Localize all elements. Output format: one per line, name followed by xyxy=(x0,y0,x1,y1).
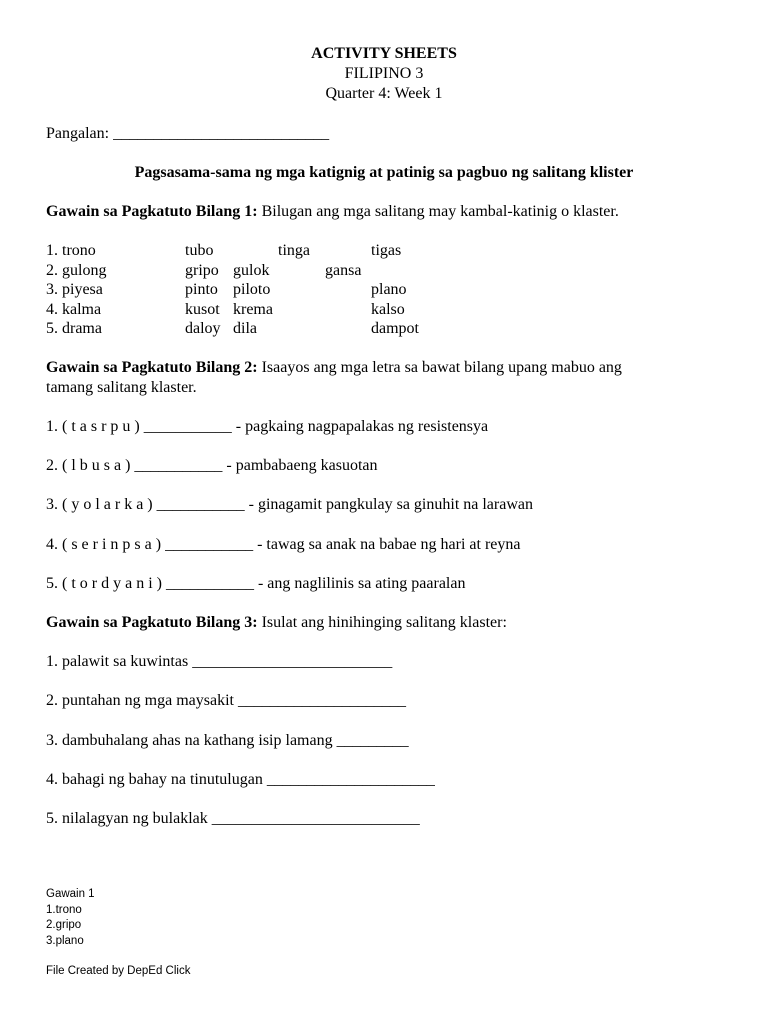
scramble-item[interactable]: 2. ( l b u s a ) ___________ - pambabaeng kasuotan xyxy=(46,457,378,474)
scramble-item[interactable]: 4. ( s e r i n p s a ) ___________ - tawag sa anak na babae ng hari at reyna xyxy=(46,536,521,553)
answer-key-item: 3.plano xyxy=(46,935,84,947)
scramble-item[interactable]: 3. ( y o l a r k a ) ___________ - ginagamit pangkulay sa ginuhit na larawan xyxy=(46,496,533,513)
word-choice[interactable]: plano xyxy=(371,281,407,298)
word-choice[interactable]: daloy xyxy=(185,320,221,337)
word-choice[interactable]: piloto xyxy=(233,281,271,298)
row-item[interactable]: 3. piyesa xyxy=(46,281,103,298)
word-choice[interactable]: tubo xyxy=(185,242,214,259)
fill-in-item[interactable]: 5. nilalagyan ng bulaklak __________________________ xyxy=(46,810,420,827)
answer-key-item: 1.trono xyxy=(46,904,82,916)
fill-in-item[interactable]: 1. palawit sa kuwintas _________________________ xyxy=(46,653,393,670)
word-choice[interactable]: gulok xyxy=(233,262,270,279)
word-choice[interactable]: pinto xyxy=(185,281,218,298)
activity3-instruction: Isulat ang hinihinging salitang klaster: xyxy=(257,614,507,631)
word-choice[interactable]: dila xyxy=(233,320,257,337)
subject-label: FILIPINO 3 xyxy=(344,65,424,82)
activity2-heading: Gawain sa Pagkatuto Bilang 2: xyxy=(46,359,258,376)
name-blank[interactable]: ___________________________ xyxy=(113,125,330,142)
scramble-item[interactable]: 5. ( t o r d y a n i ) ___________ - ang naglilinis sa ating paaralan xyxy=(46,575,466,592)
activity3-heading: Gawain sa Pagkatuto Bilang 3: xyxy=(46,614,258,631)
word-choice[interactable]: tinga xyxy=(278,242,310,259)
row-item[interactable]: 1. trono xyxy=(46,242,96,259)
word-choice[interactable]: kalso xyxy=(371,301,405,318)
activity2-prompt xyxy=(46,358,622,377)
activity3-prompt xyxy=(46,613,507,632)
answer-key-title: Gawain 1 xyxy=(46,888,95,900)
scramble-item[interactable]: 1. ( t a s r p u ) ___________ - pagkaing nagpapalakas ng resistensya xyxy=(46,418,489,435)
activity2-instruction-cont: tamang salitang klaster. xyxy=(46,379,197,396)
topic-heading: Pagsasama-sama ng mga katignig at patinig sa pagbuo ng salitang klister xyxy=(134,164,634,181)
fill-in-item[interactable]: 4. bahagi ng bahay na tinutulugan _____________________ xyxy=(46,771,435,788)
row-item[interactable]: 5. drama xyxy=(46,320,102,337)
activity1-instruction: Bilugan ang mga salitang may kambal-katinig o klaster. xyxy=(257,203,619,220)
footer-credit: File Created by DepEd Click xyxy=(46,965,191,977)
row-item[interactable]: 2. gulong xyxy=(46,262,107,279)
word-choice[interactable]: tigas xyxy=(371,242,402,259)
fill-in-item[interactable]: 2. puntahan ng mga maysakit _____________________ xyxy=(46,692,406,709)
answer-key-item: 2.gripo xyxy=(46,919,82,931)
word-choice[interactable]: kusot xyxy=(185,301,220,318)
activity1-prompt xyxy=(46,202,619,221)
word-choice[interactable]: gansa xyxy=(325,262,362,279)
name-field[interactable] xyxy=(46,124,329,143)
sheet-title: ACTIVITY SHEETS xyxy=(311,45,457,62)
word-choice[interactable]: dampot xyxy=(371,320,419,337)
quarter-label: Quarter 4: Week 1 xyxy=(325,85,443,102)
row-item[interactable]: 4. kalma xyxy=(46,301,102,318)
activity2-instruction: Isaayos ang mga letra sa bawat bilang upang mabuo ang xyxy=(257,359,622,376)
word-choice[interactable]: gripo xyxy=(185,262,219,279)
word-choice[interactable]: krema xyxy=(233,301,273,318)
fill-in-item[interactable]: 3. dambuhalang ahas na kathang isip lamang _________ xyxy=(46,732,409,749)
activity1-heading: Gawain sa Pagkatuto Bilang 1: xyxy=(46,203,258,220)
name-label: Pangalan: xyxy=(46,125,110,142)
